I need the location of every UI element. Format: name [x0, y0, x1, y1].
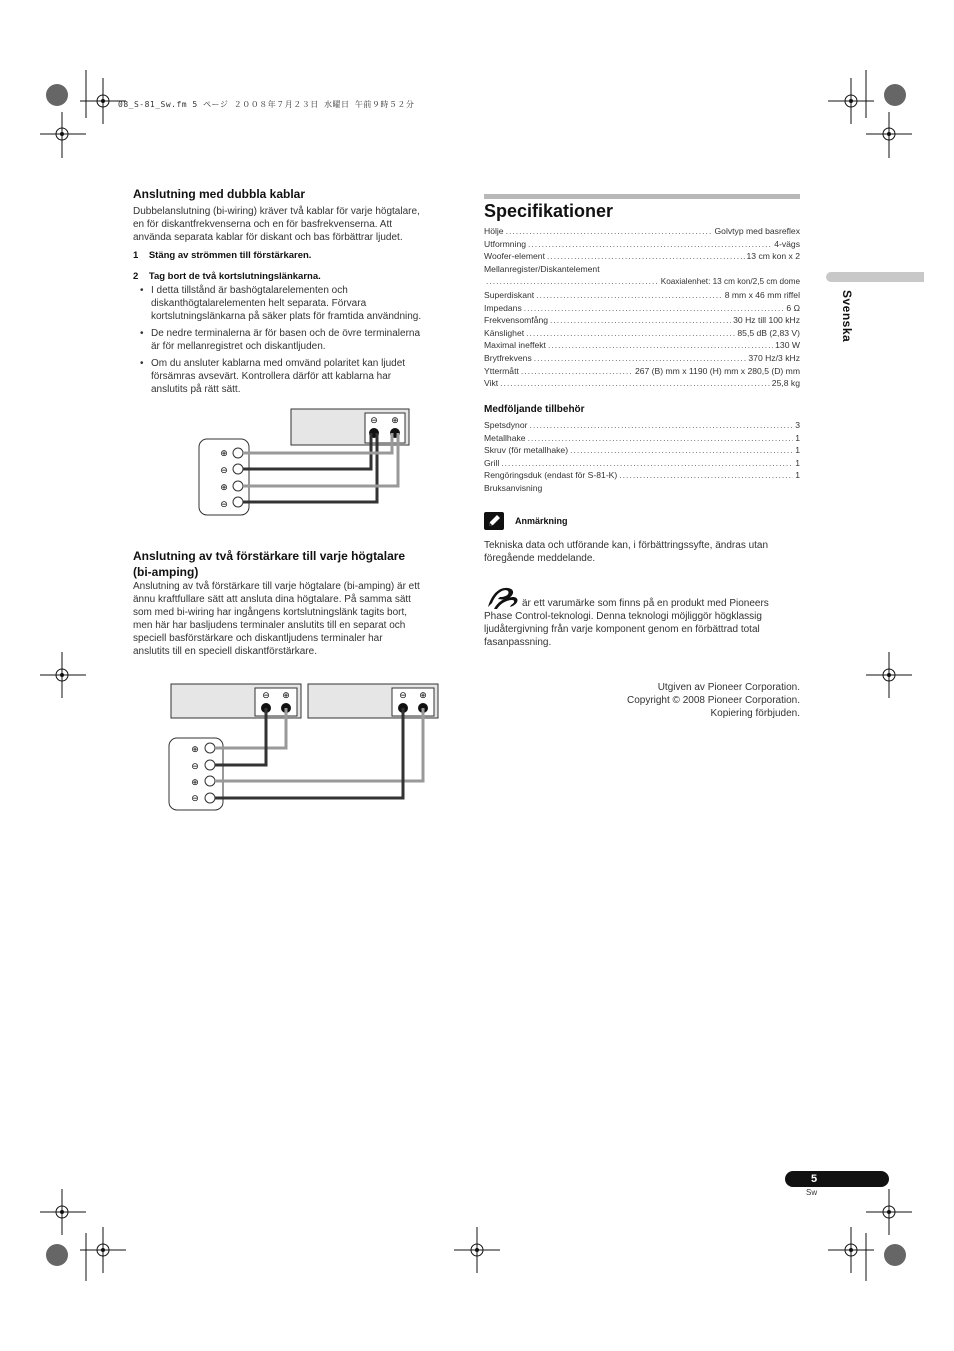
spec-row: Vikt ..... 25,8 kg [484, 377, 800, 390]
amp-minus-symbol: ⊖ [370, 416, 378, 426]
spk2-minus-1: ⊖ [191, 762, 199, 772]
heading-bi-wiring: Anslutning med dubbla kablar [133, 187, 306, 201]
note-text: Tekniska data och utförande kan, i förbättringssyfte, ändras utan föregående meddelande. [484, 540, 769, 564]
spec-title: Specifikationer [484, 201, 614, 221]
amp1-plus-symbol: ⊕ [282, 691, 290, 701]
page-language-code: Sw [806, 1188, 818, 1197]
list-item: • Om du ansluter kablarna med omvänd polaritet kan ljudet försämras avsevärt. Kontrollera därför att kablarna har anslutits på rätt sätt. [133, 357, 453, 396]
spk-plus-2: ⊕ [220, 483, 228, 493]
spec-row: ..... Koaxialenhet: 13 cm kon/2,5 cm dome [484, 275, 800, 289]
spk-plus-1: ⊕ [220, 449, 228, 459]
step-1: 1 Stäng av strömmen till förstärkaren. [133, 250, 312, 261]
page-number-badge [785, 1171, 889, 1187]
spk2-minus-2: ⊖ [191, 794, 199, 804]
spec-title-bar [484, 194, 800, 199]
amp2-plus-symbol: ⊕ [419, 691, 427, 701]
spec-row: Woofer-element ..... 13 cm kon x 2 [484, 250, 800, 263]
spec-row: Frekvensomfång ..... 30 Hz till 100 kHz [484, 314, 800, 327]
body-bi-amping: Anslutning av två förstärkare till varje högtalare (bi-amping) är ett ännu kraftfullare sätt att ansluta dina högtalare. På samma sätt som med bi-wiring har ingångens kortslutningslänk tagits bort, men här har basljudens terminaler anslutits till en separat och speciell basförstärkare och diskantljudens terminaler har anslutits till en speciell diskantförstärkare. [133, 581, 420, 657]
accessory-row: Metallhake ..... 1 [484, 432, 800, 445]
file-header: 08_S-81_Sw.fm 5 ページ ２００８年７月２３日 水曜日 午前９時５２分 [118, 100, 415, 109]
language-label: Svenska [840, 290, 854, 343]
spec-table [484, 225, 800, 390]
accessory-row: Skruv (för metallhake) ..... 1 [484, 444, 800, 457]
spec-row: Brytfrekvens ..... 370 Hz/3 kHz [484, 352, 800, 365]
amp1-minus-symbol: ⊖ [262, 691, 270, 701]
accessory-row: Grill ..... 1 [484, 457, 800, 470]
bi-amping-diagram [165, 680, 445, 815]
language-tab [826, 272, 924, 282]
spec-row: Impedans ..... 6 Ω [484, 302, 800, 315]
spec-row: Yttermått ..... 267 (B) mm x 1190 (H) mm x 280,5 (D) mm [484, 365, 800, 378]
step-2: 2 Tag bort de två kortslutningslänkarna. [133, 271, 321, 282]
amp-plus-symbol: ⊕ [391, 416, 399, 426]
bi-wiring-diagram [195, 405, 415, 520]
spec-row: Hölje ..... Golvtyp med basreflex [484, 225, 800, 238]
spec-row: Känslighet ..... 85,5 dB (2,83 V) [484, 327, 800, 340]
accessories-heading: Medföljande tillbehör [484, 404, 585, 415]
list-item: • I detta tillstånd är bashögtalarelementen och diskanthögtalarelementen helt separata. Förvara kortslutningslänkarna på säker plats för framtida användning. [133, 284, 453, 323]
heading-bi-amping: Anslutning av två förstärkare till varje högtalare (bi-amping) [133, 549, 406, 579]
intro-bi-wiring: Dubbelanslutning (bi-wiring) kräver två kablar för varje högtalare, en för diskantfrekvenserna och en för basfrekvenserna. Att använda separata kablar för diskant och bas förbättrar ljudet. [133, 206, 420, 243]
accessories-table [484, 419, 800, 495]
spec-row: Utformning ..... 4-vägs [484, 238, 800, 251]
spk-minus-1: ⊖ [220, 466, 228, 476]
note-label: Anmärkning [515, 516, 568, 526]
pencil-icon [484, 512, 504, 530]
list-item: • De nedre terminalerna är för basen och de övre terminalerna är för mellanregistret och diskantljuden. [133, 327, 453, 353]
spk2-plus-1: ⊕ [191, 745, 199, 755]
page-number: 5 [811, 1173, 818, 1185]
spk-minus-2: ⊖ [220, 500, 228, 510]
amp2-minus-symbol: ⊖ [399, 691, 407, 701]
publisher-info: Utgiven av Pioneer Corporation. Copyright © 2008 Pioneer Corporation. Kopiering förbjuden. [626, 682, 800, 719]
spec-row: Maximal ineffekt ..... 130 W [484, 339, 800, 352]
spec-row: Mellanregister/Diskantelement [484, 263, 600, 274]
accessory-row: Rengöringsduk (endast för S-81-K) ..... 1 [484, 469, 800, 482]
trademark-text: är ett varumärke som finns på en produkt med Pioneers Phase Control-teknologi. Denna teknologi möjliggör högklassig ljudåtergivning från varje komponent genom en förbättrad total fasanpassning. [484, 598, 769, 648]
spk2-plus-2: ⊕ [191, 778, 199, 788]
accessory-row: Spetsdynor ..... 3 [484, 419, 800, 432]
accessory-row: Bruksanvisning [484, 482, 543, 493]
bi-wiring-notes [133, 284, 453, 400]
spec-row: Superdiskant ..... 8 mm x 46 mm riffel [484, 289, 800, 302]
